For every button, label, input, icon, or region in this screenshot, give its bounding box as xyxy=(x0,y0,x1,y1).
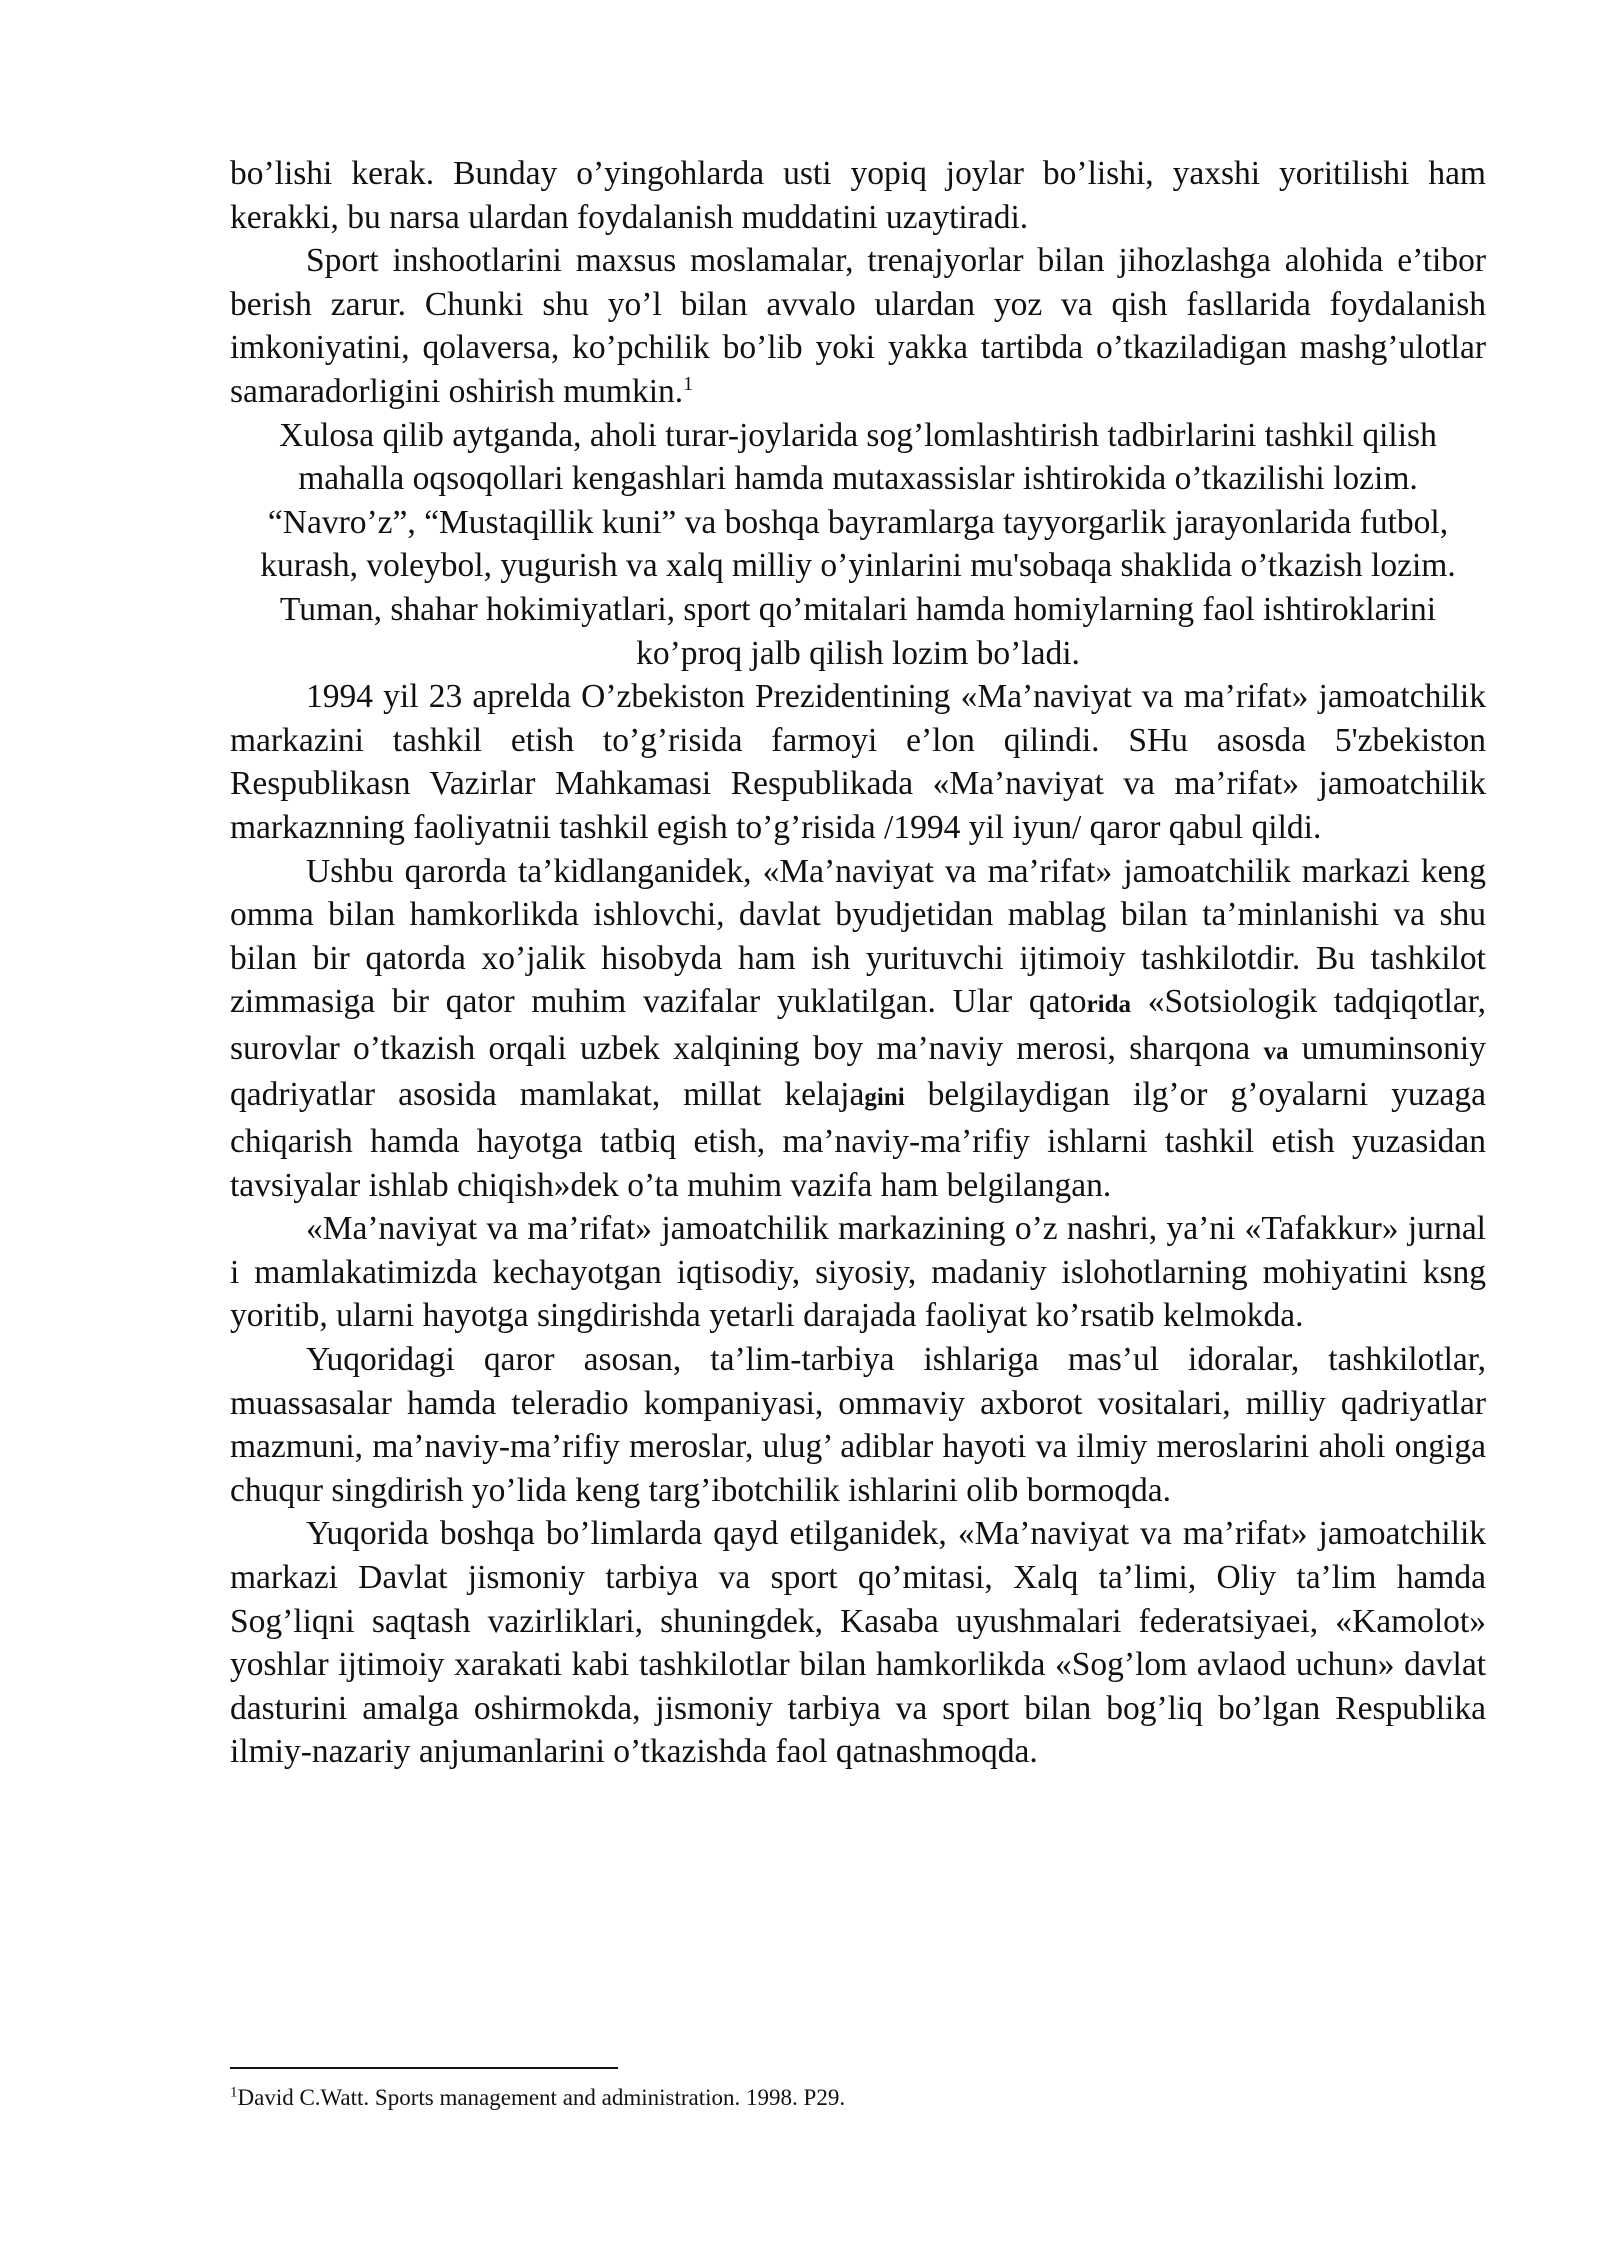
footnote-reference[interactable]: 1 xyxy=(683,372,694,395)
paragraph-5-bold-3: gini xyxy=(864,1084,905,1112)
footnote-marker: 1 xyxy=(230,2084,238,2101)
paragraph-5-seg-1: Ushbu qarorda ta’kidlanganidek, «Ma’naviyat va ma’rifat» jamoatchilik markazi keng omma bilan hamkorlikda ishlovchi, davlat byudjetidan mablag bilan ta’minlanishi va shu bilan bir qatorda xo’jalik hisobyda ham ish yurituvchi ijtimoiy tashkilotdir. Bu tashkilot zimmasiga bir qator muhim vazifalar yuklatilgan. Ular qato xyxy=(230,852,1486,1021)
footnote-text: David C.Watt. Sports management and administration. 1998. P29. xyxy=(237,2085,846,2110)
paragraph-2-text: Sport inshootlarini maxsus moslamalar, trenajyorlar bilan jihozlashga alohida e’tibor berish zarur. Chunki shu yo’l bilan avvalo ulardan yoz va qish fasllarida foydalanish imkoniyatini, qolaversa, ko’pchilik bo’lib yoki yakka tartibda o’tkaziladigan mashg’ulotlar samaradorligini oshirish mumkin. xyxy=(230,242,1486,410)
paragraph-5-seg-4: belgilaydigan ilg’or g’oyalarni yuzaga chiqarish hamda hayotga tatbiq etish, ma’naviy-ma’rifiy ishlarni tashkil etish yuzasidan tavsiyalar ishlab chiqish»dek o’ta muhim vazifa ham belgilangan. xyxy=(230,1076,1486,1204)
paragraph-8: Yuqorida boshqa bo’limlarda qayd etilganidek, «Ma’naviyat va ma’rifat» jamoatchilik markazi Davlat jismoniy tarbiya va sport qo’mitasi, Xalq ta’limi, Oliy ta’lim hamda Sog’liqni saqtash vazirliklari, shuningdek, Kasaba uyushmalari federatsiyaei, «Kamolot» yoshlar ijtimoiy xarakati kabi tashkilotlar bilan hamkorlikda «Sog’lom avlaod uchun» davlat dasturini amalga oshirmokda, jismoniy tarbiya va sport bilan bog’liq bo’lgan Respublika ilmiy-nazariy anjumanlarini o’tkazishda faol qatnashmoqda. xyxy=(230,1515,1486,1771)
document-body xyxy=(230,152,1486,1774)
paragraph-5-bold-2: va xyxy=(1263,1037,1289,1065)
paragraph-4: 1994 yil 23 aprelda O’zbekiston Prezidentining «Ma’naviyat va ma’rifat» jamoatchilik markazini tashkil etish to’g’risida farmoyi e’lon qilindi. SHu asosda 5'zbekiston Respublikasn Vazirlar Mahkamasi Respublikada «Ma’naviyat va ma’rifat» jamoatchilik markaznning faoliyatnii tashkil egish to’g’risida /1994 yil iyun/ qaror qabul qildi. xyxy=(230,678,1486,846)
paragraph-5-bold-1: rida xyxy=(1086,991,1131,1019)
footnote xyxy=(230,2083,1486,2113)
footnote-separator xyxy=(230,2067,618,2069)
paragraph-5-seg-2: «Sotsiologik tadqiqotlar, surovlar o’tkazish orqali uzbek xalqining boy ma’naviy merosi, sharqona xyxy=(230,983,1486,1067)
paragraph-2 xyxy=(230,239,1486,413)
paragraph-5 xyxy=(230,850,1486,1208)
paragraph-1: bo’lishi kerak. Bunday o’yingohlarda usti yopiq joylar bo’lishi, yaxshi yoritilishi ham kerakki, bu narsa ulardan foydalanish muddatini uzaytiradi. xyxy=(230,155,1486,236)
paragraph-3-centered: Xulosa qilib aytganda, aholi turar-joylarida sog’lomlashtirish tadbirlarini tashkil qilish mahalla oqsoqollari kengashlari hamda mutaxassislar ishtirokida o’tkazilishi lozim. “Navro’z”, “Mustaqillik kuni” va boshqa bayramlarga tayyorgarlik jarayonlarida futbol, kurash, voleybol, yugurish va xalq milliy o’yinlarini mu'sobaqa shaklida o’tkazish lozim. Tuman, shahar hokimiyatlari, sport qo’mitalari hamda homiylarning faol ishtiroklarini ko’proq jalb qilish lozim bo’ladi. xyxy=(260,416,1456,672)
paragraph-7: Yuqoridagi qaror asosan, ta’lim-tarbiya ishlariga mas’ul idoralar, tashkilotlar, muassasalar hamda teleradio kompaniyasi, ommaviy axborot vositalari, milliy qadriyatlar mazmuni, ma’naviy-ma’rifiy meroslar, ulug’ adiblar hayoti va ilmiy meroslarini aholi ongiga chuqur singdirish yo’lida keng targ’ibotchilik ishlarini olib bormoqda. xyxy=(230,1341,1486,1509)
paragraph-6: «Ma’naviyat va ma’rifat» jamoatchilik markazining o’z nashri, ya’ni «Tafakkur» jurnal i mamlakatimizda kechayotgan iqtisodiy, siyosiy, madaniy islohotlarning mohiyatini ksng yoritib, ularni hayotga singdirishda yetarli darajada faoliyat ko’rsatib kelmokda. xyxy=(230,1210,1486,1335)
paragraph-5-seg-3: umuminsoniy qadriyatlar asosida mamlakat, millat kelaja xyxy=(230,1029,1486,1114)
